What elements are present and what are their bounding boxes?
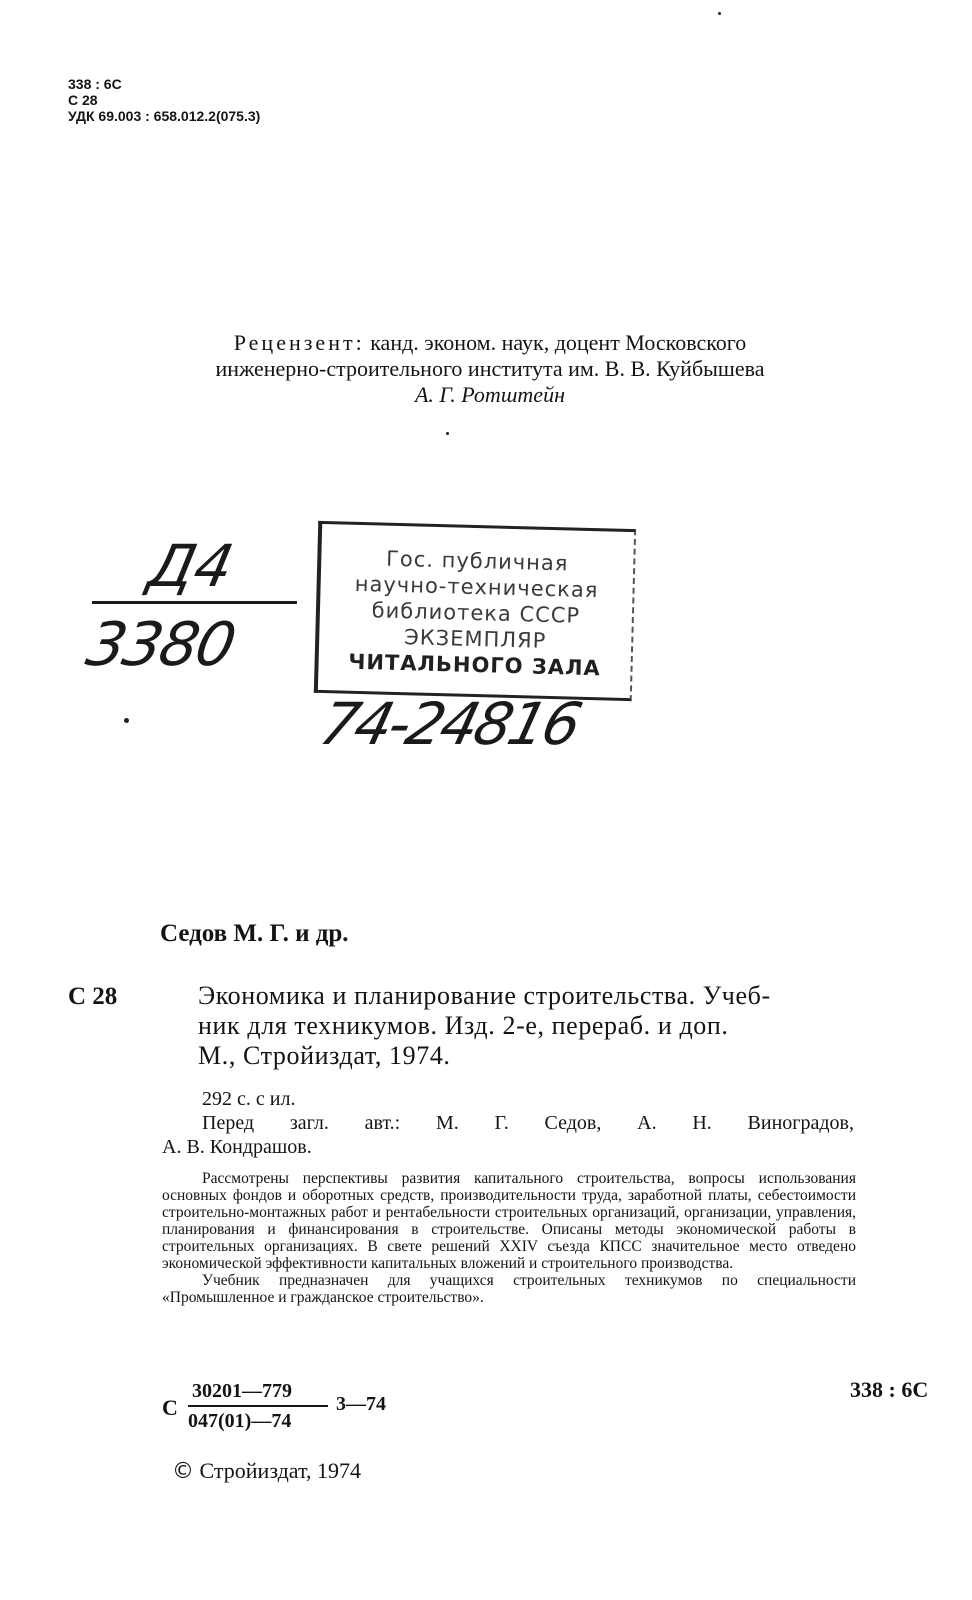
reviewer-line-1 <box>150 330 830 356</box>
print-speck <box>446 432 449 435</box>
library-stamp <box>314 521 636 701</box>
print-speck <box>718 12 721 15</box>
bbk-code-right: 338 : 6С <box>850 1377 929 1402</box>
reviewer-credentials: канд. эконом. наук, доцент Московского <box>364 330 747 355</box>
abstract <box>162 1170 856 1306</box>
title-line-1: Экономика и планирование строительства. Учеб- <box>198 981 771 1010</box>
abstract-paragraph-1: Рассмотрены перспективы развития капитального строительства, вопросы использования основных фондов и оборотных средств, производительности труда, заработной платы, себестоимости строительно-монтажных работ и рентабельности строительных организаций, организации, управления, планирования и финансирования в строительстве. Описаны методы экономической работы в строительных организациях. В свете решений XXIV съезда КПСС значительное место отведено экономической эффективности капитальных вложений и строительного производства. <box>162 1170 856 1272</box>
bib-index-suffix: 3—74 <box>336 1393 386 1415</box>
handwritten-mark: Д4 <box>142 532 240 600</box>
bib-index-letter: С <box>162 1395 178 1420</box>
print-speck <box>124 718 129 723</box>
copyright-line <box>172 1458 361 1484</box>
reviewer-block <box>150 330 830 408</box>
handwritten-number: 3380 <box>80 610 241 680</box>
record-shelf-mark: С 28 <box>68 983 118 1010</box>
record-authors-line-1: Перед загл. авт.: М. Г. Седов, А. Н. Виноградов, <box>202 1112 854 1134</box>
bib-index-numerator: 30201—779 <box>192 1380 292 1402</box>
copyright-text: Стройиздат, 1974 <box>194 1458 361 1483</box>
stamp-line-5: ЧИТАЛЬНОГО ЗАЛА <box>348 649 602 681</box>
record-meta <box>162 1087 854 1159</box>
reviewer-label: Рецензент: <box>233 330 365 355</box>
record-pages: 292 с. с ил. <box>202 1088 296 1110</box>
bib-index-denominator: 047(01)—74 <box>188 1410 292 1432</box>
title-line-2: ник для техникумов. Изд. 2-е, перераб. и доп. <box>198 1011 729 1040</box>
handwritten-divider <box>92 601 297 604</box>
copyright-symbol: © <box>172 1459 194 1484</box>
reviewer-line-2: инженерно-строительного института им. В. В. Куйбышева <box>215 356 765 381</box>
title-line-3: М., Стройиздат, 1974. <box>198 1041 451 1070</box>
handwritten-inventory-number: 74-24816 <box>313 690 586 758</box>
bbk-code: 338 : 6С <box>68 76 122 92</box>
udk-code: УДК 69.003 : 658.012.2(075.3) <box>68 108 261 124</box>
stamp-line-3: библиотека СССР <box>371 598 581 628</box>
catalog-codes <box>68 76 260 124</box>
reviewer-name: А. Г. Ротштейн <box>414 382 565 407</box>
record-authors-line-2: А. В. Кондрашов. <box>162 1136 312 1158</box>
author-mark: С 28 <box>68 92 98 108</box>
stamp-line-4: ЭКЗЕМПЛЯР <box>403 625 547 653</box>
record-author: Седов М. Г. и др. <box>160 920 349 947</box>
bib-index-fraction-bar <box>188 1405 328 1407</box>
stamp-line-2: научно-техническая <box>354 571 599 603</box>
stamp-line-1: Гос. публичная <box>385 546 569 576</box>
abstract-paragraph-2: Учебник предназначен для учащихся строительных техникумов по специальности «Промышленное и гражданское строительство». <box>162 1272 856 1306</box>
record-title <box>198 981 838 1071</box>
